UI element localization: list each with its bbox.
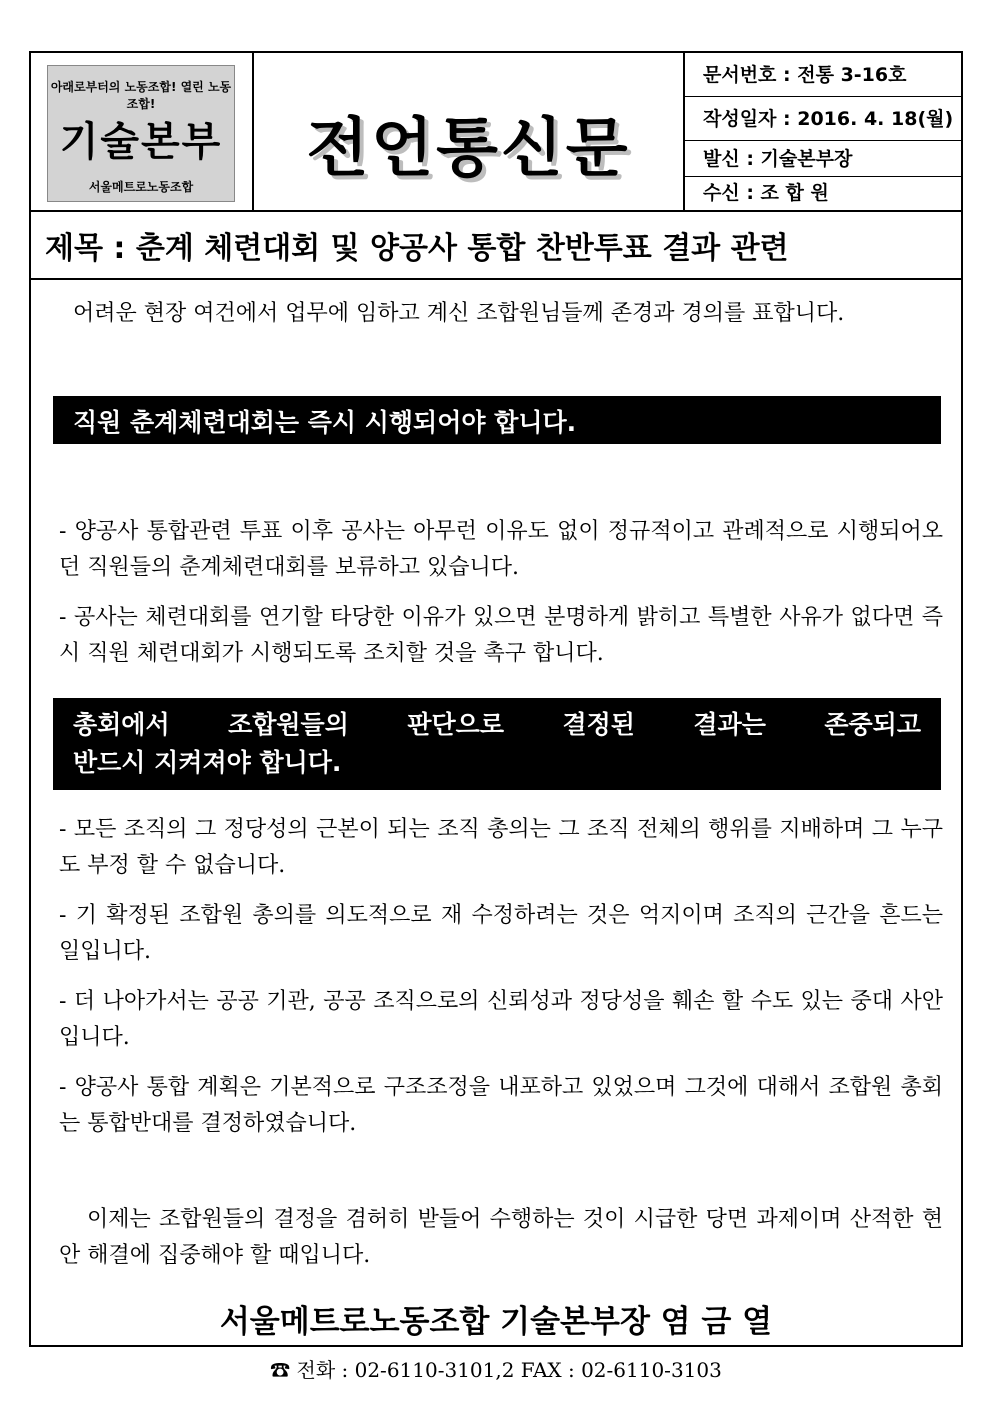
logo-cell	[31, 53, 254, 210]
logo-org: 서울메트로노동조합	[88, 180, 194, 194]
document-frame	[29, 51, 963, 1382]
section2-heading-line1: 총회에서 조합원들의 판단으로 결정된 결과는 존중되고	[73, 710, 921, 739]
meta-table	[685, 53, 961, 210]
subject-row	[31, 210, 961, 280]
section1-item: - 공사는 체련대회를 연기할 타당한 이유가 있으면 분명하게 밝히고 특별한 사유가 없다면 즉시 직원 체련대회가 시행되도록 조치할 것을 촉구 합니다.	[59, 605, 943, 666]
doc-title: 전언통신문	[306, 112, 631, 186]
union-logo	[47, 65, 235, 202]
doc-sender: 발신 : 기술본부장	[685, 141, 961, 177]
intro-paragraph: 어려운 현장 여건에서 업무에 임하고 계신 조합원님들께 존경과 경의를 표합니다.	[73, 301, 845, 326]
section2-item: - 양공사 통합 계획은 기본적으로 구조조정을 내포하고 있었으며 그것에 대해서 조합원 총회는 통합반대를 결정하였습니다.	[59, 1075, 943, 1136]
logo-title: 기술본부	[59, 119, 223, 165]
section1-item: - 양공사 통합관련 투표 이후 공사는 아무런 이유도 없이 정규적이고 관례적으로 시행되어오던 직원들의 춘계체련대회를 보류하고 있습니다.	[59, 519, 943, 580]
doc-recipient: 수신 : 조 합 원	[703, 182, 829, 204]
section1-heading	[53, 396, 941, 444]
document-header	[31, 53, 961, 212]
section2-heading	[53, 698, 941, 790]
signature: 서울메트로노동조합 기술본부장 염 금 열	[219, 1304, 773, 1340]
doc-date: 작성일자 : 2016. 4. 18(월)	[685, 97, 961, 141]
section2-item: - 모든 조직의 그 정당성의 근본이 되는 조직 총의는 그 조직 전체의 행위를 지배하며 그 누구도 부정 할 수 없습니다.	[59, 817, 943, 878]
conclusion-paragraph: 이제는 조합원들의 결정을 겸허히 받들어 수행하는 것이 시급한 당면 과제이며 산적한 현안 해결에 집중해야 할 때입니다.	[59, 1207, 943, 1268]
contact-info: ☎ 전화 : 02-6110-3101,2 FAX : 02-6110-3103	[270, 1358, 722, 1382]
section2-heading-line2: 반드시 지켜져야 합니다.	[73, 748, 342, 777]
section2-item: - 더 나아가서는 공공 기관, 공공 조직으로의 신뢰성과 정당성을 훼손 할 수도 있는 중대 사안입니다.	[59, 989, 943, 1050]
logo-slogan: 아래로부터의 노동조합! 열린 노동조합!	[50, 80, 232, 111]
doc-title-cell	[254, 53, 685, 210]
subject-title: 제목 : 춘계 체련대회 및 양공사 통합 찬반투표 결과 관련	[45, 231, 789, 266]
section2-item: - 기 확정된 조합원 총의를 의도적으로 재 수정하려는 것은 억지이며 조직의 근간을 흔드는 일입니다.	[59, 903, 943, 964]
doc-number: 문서번호 : 전통 3-16호	[685, 53, 961, 97]
section1-heading-text: 직원 춘계체련대회는 즉시 시행되어야 합니다.	[73, 408, 577, 437]
